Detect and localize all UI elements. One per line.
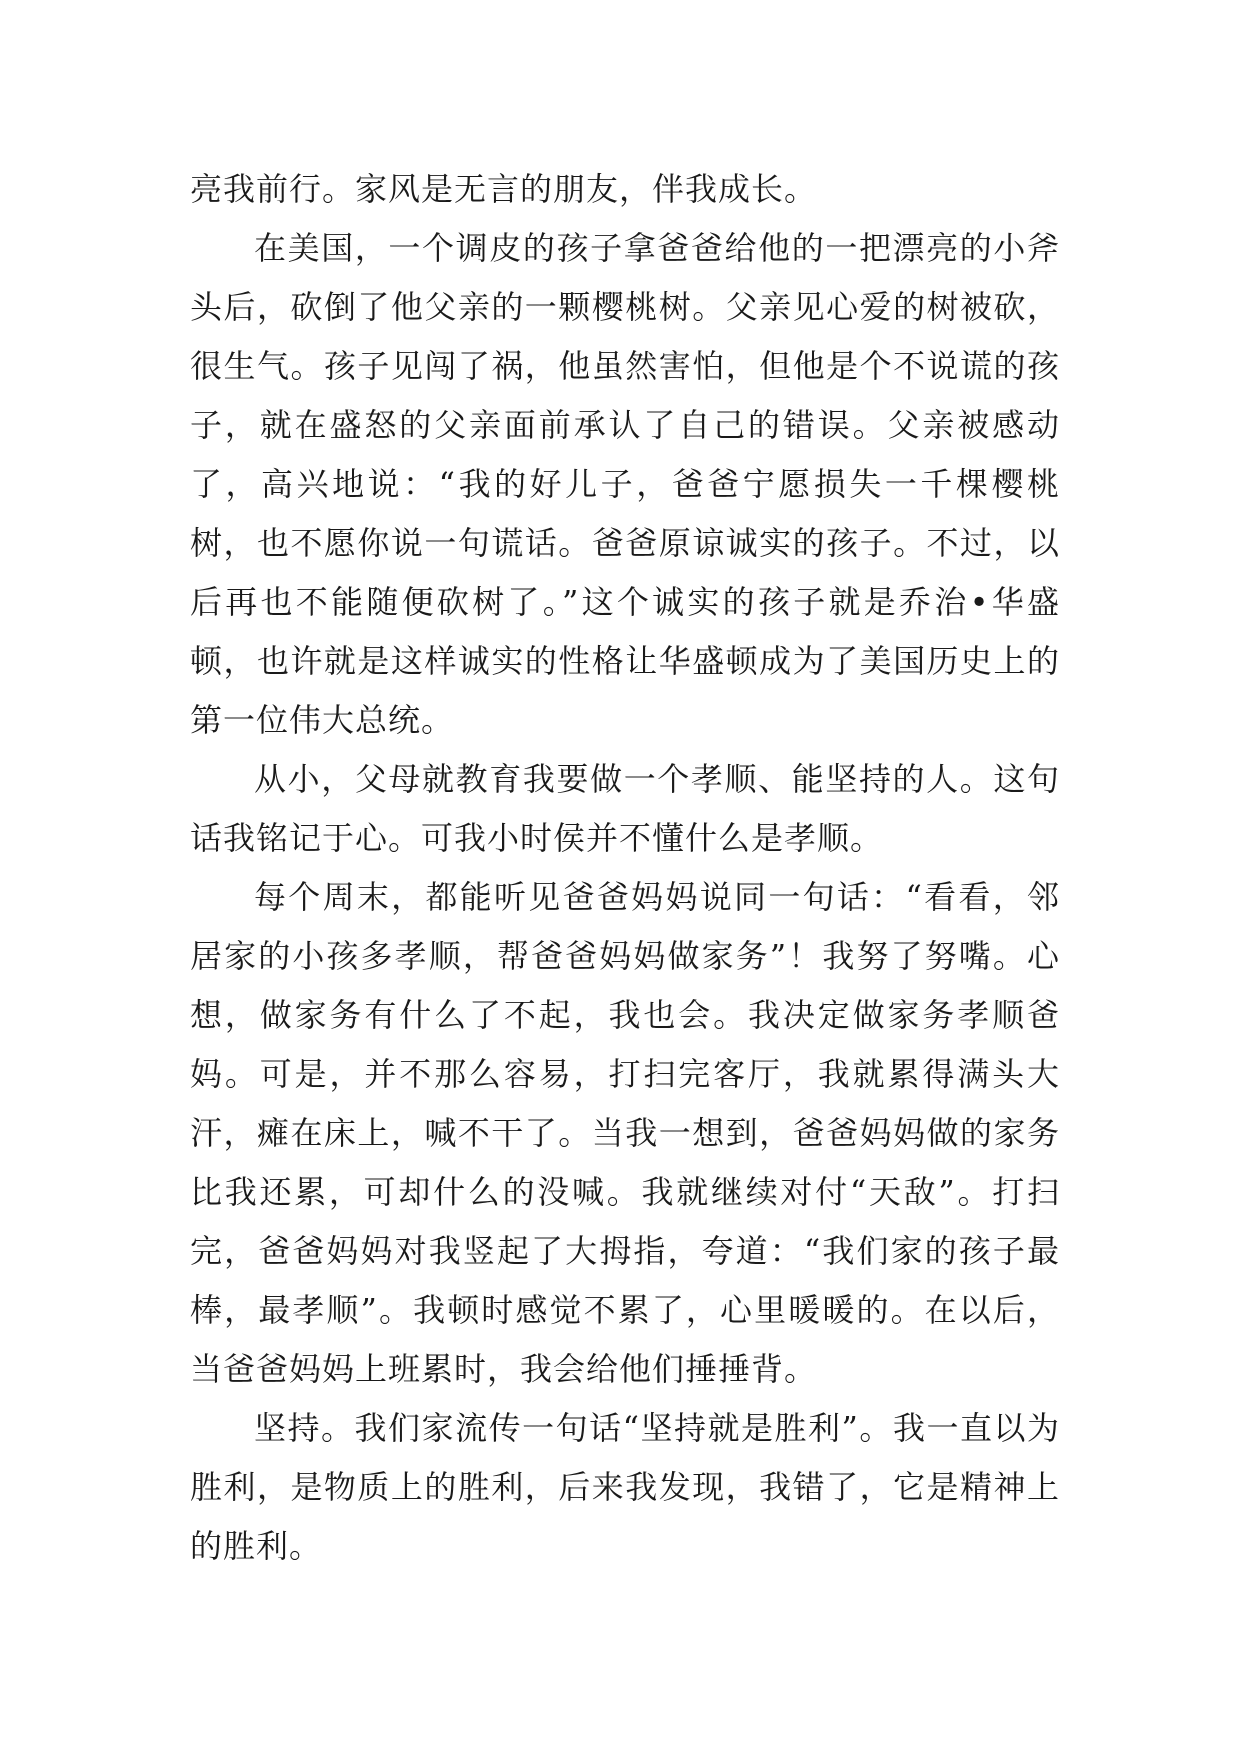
document-body [190,160,1060,1576]
paragraph-continuation: 亮我前行。家风是无言的朋友，伴我成长。 [190,170,818,208]
paragraph-persistence: 坚持。我们家流传一句话“坚持就是胜利”。我一直以为胜利，是物质上的胜利，后来我发现，我错了，它是精神上的胜利。 [190,1409,1060,1565]
paragraph-parents-teaching: 从小，父母就教育我要做一个孝顺、能坚持的人。这句话我铭记于心。可我小时侯并不懂什么是孝顺。 [190,760,1060,857]
paragraph-washington-story: 在美国，一个调皮的孩子拿爸爸给他的一把漂亮的小斧头后，砍倒了他父亲的一颗樱桃树。父亲见心爱的树被砍，很生气。孩子见闯了祸，他虽然害怕，但他是个不说谎的孩子，就在盛怒的父亲面前承认了自己的错误。父亲被感动了，高兴地说：“我的好儿子，爸爸宁愿损失一千棵樱桃树，也不愿你说一句谎话。爸爸原谅诚实的孩子。不过，以后再也不能随便砍树了。”这个诚实的孩子就是乔治•华盛顿，也许就是这样诚实的性格让华盛顿成为了美国历史上的第一位伟大总统。 [190,229,1060,739]
paragraph-housework: 每个周末，都能听见爸爸妈妈说同一句话：“看看，邻居家的小孩多孝顺，帮爸爸妈妈做家务”！我努了努嘴。心想，做家务有什么了不起，我也会。我决定做家务孝顺爸妈。可是，并不那么容易，打扫完客厅，我就累得满头大汗，瘫在床上，喊不干了。当我一想到，爸爸妈妈做的家务比我还累，可却什么的没喊。我就继续对付“天敌”。打扫完，爸爸妈妈对我竖起了大拇指，夸道：“我们家的孩子最棒，最孝顺”。我顿时感觉不累了，心里暖暖的。在以后，当爸爸妈妈上班累时，我会给他们捶捶背。 [190,878,1060,1388]
